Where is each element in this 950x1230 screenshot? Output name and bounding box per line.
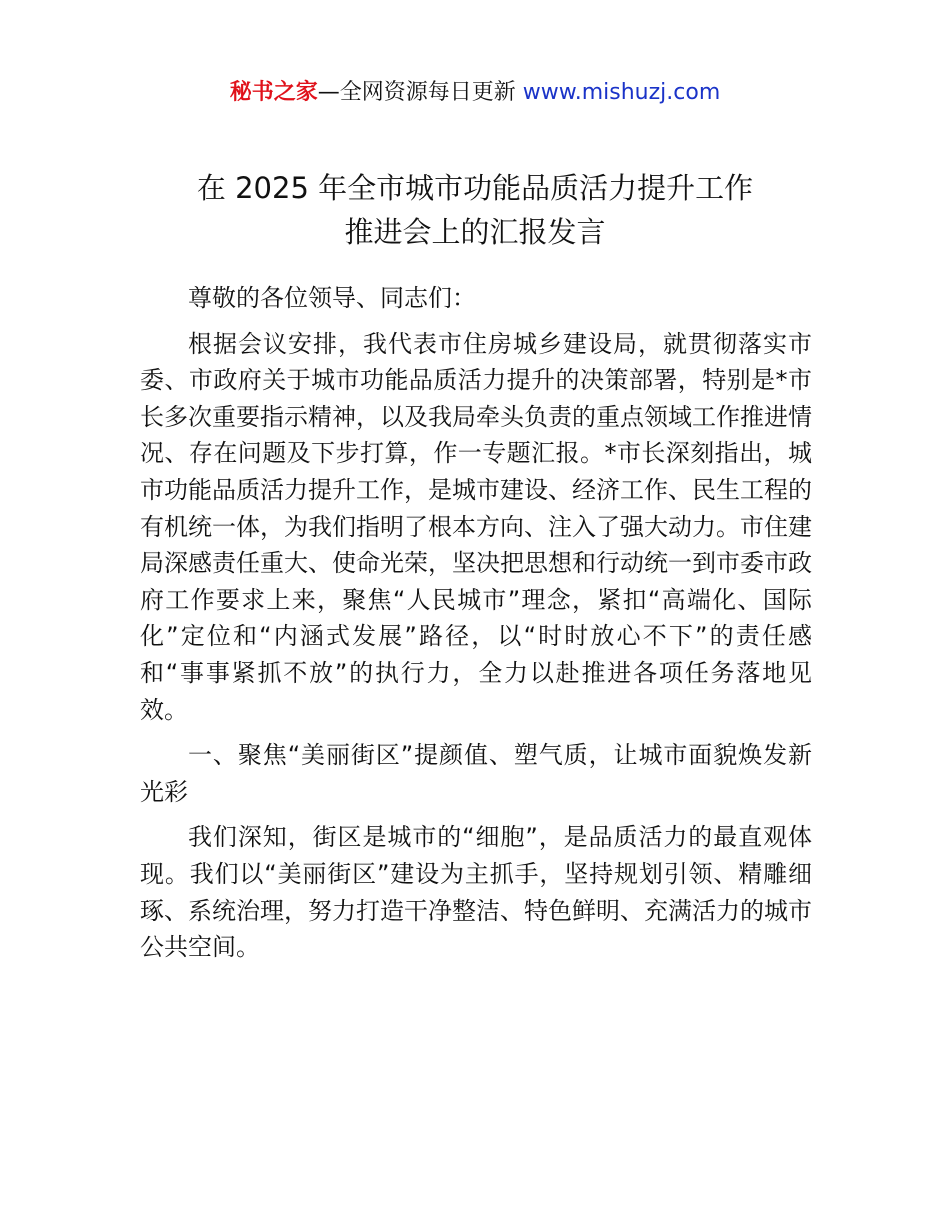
document-title — [100, 166, 850, 254]
site-url-link[interactable]: www.mishuzj.com — [522, 80, 721, 105]
document-body — [140, 280, 812, 975]
title-line-1: 在 2025 年全市城市功能品质活力提升工作 — [196, 171, 754, 205]
intro-paragraph: 根据会议安排，我代表市住房城乡建设局，就贯彻落实市委、市政府关于城市功能品质活力提升的决策部署，特别是*市长多次重要指示精神，以及我局牵头负责的重点领域工作推进情况、存在问题及下步打算，作一专题汇报。*市长深刻指出，城市功能品质活力提升工作，是城市建设、经济工作、民生工程的有机统一体，为我们指明了根本方向、注入了强大动力。市住建局深感责任重大、使命光荣，坚决把思想和行动统一到市委市政府工作要求上来，聚焦“人民城市”理念，紧扣“高端化、国际化”定位和“内涵式发展”路径，以“时时放心不下”的责任感和“事事紧抓不放”的执行力，全力以赴推进各项任务落地见效。 — [140, 329, 812, 724]
site-tagline: —全网资源每日更新 — [317, 80, 523, 105]
salutation: 尊敬的各位领导、同志们： — [188, 284, 476, 312]
site-header — [0, 76, 950, 110]
section-heading-1: 一、聚焦“美丽街区”提颜值、塑气质，让城市面貌焕发新光彩 — [140, 741, 812, 806]
brand-name: 秘书之家 — [229, 80, 318, 105]
title-line-2: 推进会上的汇报发言 — [344, 215, 606, 249]
section-1-paragraph: 我们深知，街区是城市的“细胞”，是品质活力的最直观体现。我们以“美丽街区”建设为主抓手，坚持规划引领、精雕细琢、系统治理，努力打造干净整洁、特色鲜明、充满活力的城市公共空间。 — [140, 823, 812, 962]
